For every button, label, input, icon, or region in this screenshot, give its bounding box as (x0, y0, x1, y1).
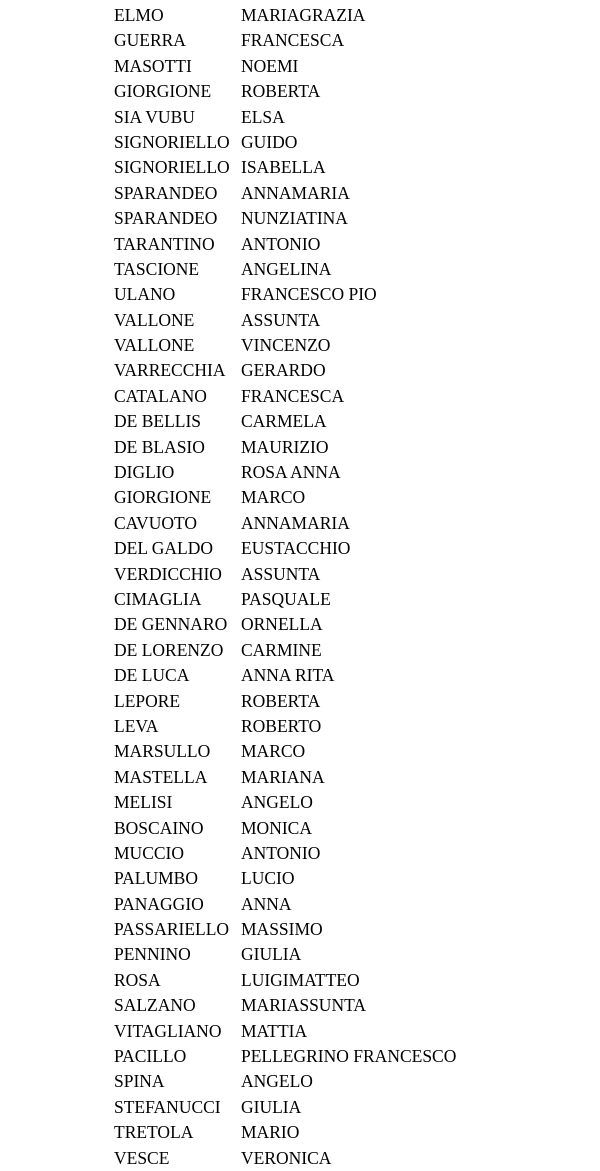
list-row (114, 435, 584, 460)
firstname-cell: ANGELINA (241, 258, 332, 279)
firstname-cell: VERONICA (241, 1147, 332, 1168)
list-row (114, 790, 584, 815)
list-row (114, 562, 584, 587)
list-row (114, 689, 584, 714)
surname-cell: SIA VUBU (114, 105, 240, 130)
firstname-cell: MARCO (241, 741, 306, 762)
firstname-cell: MARIAGRAZIA (241, 5, 366, 25)
firstname-cell: MARCO (241, 487, 306, 508)
firstname-cell: ELSA (241, 106, 285, 127)
surname-cell: ELMO (114, 3, 240, 28)
firstname-cell: ANNAMARIA (241, 182, 350, 203)
surname-cell: TRETOLA (114, 1120, 240, 1145)
firstname-cell: MATTIA (241, 1020, 308, 1041)
list-row (114, 79, 584, 104)
surname-cell: DE GENNARO (114, 612, 240, 637)
list-row (114, 3, 584, 28)
surname-cell: ULANO (114, 282, 240, 307)
list-row (114, 1095, 584, 1120)
list-row (114, 130, 584, 155)
surname-cell: GIORGIONE (114, 485, 240, 510)
firstname-cell: CARMELA (241, 411, 327, 432)
surname-cell: VALLONE (114, 333, 240, 358)
surname-cell: STEFANUCCI (114, 1095, 240, 1120)
surname-cell: PACILLO (114, 1044, 240, 1069)
list-row (114, 460, 584, 485)
list-row (114, 1044, 584, 1069)
firstname-cell: ANTONIO (241, 233, 321, 254)
firstname-cell: ANGELO (241, 1071, 313, 1092)
firstname-cell: NUNZIATINA (241, 208, 348, 229)
surname-cell: CIMAGLIA (114, 587, 240, 612)
firstname-cell: ISABELLA (241, 157, 326, 178)
list-row (114, 358, 584, 383)
surname-cell: ROSA (114, 968, 240, 993)
list-row (114, 1019, 584, 1044)
list-row (114, 333, 584, 358)
list-row (114, 384, 584, 409)
firstname-cell: FRANCESCA (241, 385, 345, 406)
list-row (114, 739, 584, 764)
list-row (114, 257, 584, 282)
firstname-cell: MARIASSUNTA (241, 995, 367, 1016)
list-row (114, 409, 584, 434)
firstname-cell: VINCENZO (241, 335, 331, 356)
list-row (114, 181, 584, 206)
list-row (114, 993, 584, 1018)
firstname-cell: LUIGIMATTEO (241, 969, 360, 990)
surname-cell: PANAGGIO (114, 892, 240, 917)
firstname-cell: PELLEGRINO FRANCESCO (241, 1046, 457, 1067)
firstname-cell: ORNELLA (241, 614, 323, 635)
surname-cell: DE LUCA (114, 663, 240, 688)
firstname-cell: GERARDO (241, 360, 326, 381)
name-list (114, 3, 584, 1171)
list-row (114, 942, 584, 967)
list-row (114, 511, 584, 536)
surname-cell: MASTELLA (114, 765, 240, 790)
list-row (114, 587, 584, 612)
firstname-cell: ANNAMARIA (241, 512, 350, 533)
surname-cell: CATALANO (114, 384, 240, 409)
firstname-cell: ANNA RITA (241, 665, 335, 686)
list-row (114, 308, 584, 333)
list-row (114, 638, 584, 663)
list-row (114, 816, 584, 841)
surname-cell: VERDICCHIO (114, 562, 240, 587)
firstname-cell: MONICA (241, 817, 312, 838)
surname-cell: SIGNORIELLO (114, 130, 240, 155)
list-row (114, 282, 584, 307)
firstname-cell: FRANCESCA (241, 30, 345, 51)
firstname-cell: GIULIA (241, 944, 302, 965)
list-row (114, 28, 584, 53)
surname-cell: SALZANO (114, 993, 240, 1018)
surname-cell: SPARANDEO (114, 206, 240, 231)
firstname-cell: ANTONIO (241, 842, 321, 863)
surname-cell: CAVUOTO (114, 511, 240, 536)
surname-cell: DIGLIO (114, 460, 240, 485)
firstname-cell: ANNA (241, 893, 292, 914)
firstname-cell: NOEMI (241, 55, 299, 76)
list-row (114, 892, 584, 917)
surname-cell: GUERRA (114, 28, 240, 53)
surname-cell: DE BELLIS (114, 409, 240, 434)
surname-cell: LEVA (114, 714, 240, 739)
list-row (114, 485, 584, 510)
surname-cell: MUCCIO (114, 841, 240, 866)
surname-cell: PALUMBO (114, 866, 240, 891)
firstname-cell: GIULIA (241, 1096, 302, 1117)
list-row (114, 866, 584, 891)
list-row (114, 232, 584, 257)
surname-cell: DE BLASIO (114, 435, 240, 460)
list-row (114, 536, 584, 561)
list-row (114, 155, 584, 180)
surname-cell: BOSCAINO (114, 816, 240, 841)
firstname-cell: CARMINE (241, 639, 322, 660)
firstname-cell: MASSIMO (241, 919, 323, 940)
firstname-cell: ASSUNTA (241, 309, 321, 330)
surname-cell: TASCIONE (114, 257, 240, 282)
surname-cell: MELISI (114, 790, 240, 815)
firstname-cell: GUIDO (241, 131, 298, 152)
surname-cell: SIGNORIELLO (114, 155, 240, 180)
firstname-cell: EUSTACCHIO (241, 538, 351, 559)
firstname-cell: ANGELO (241, 792, 313, 813)
list-row (114, 714, 584, 739)
firstname-cell: MARIO (241, 1122, 300, 1143)
surname-cell: MARSULLO (114, 739, 240, 764)
surname-cell: VESCE (114, 1146, 240, 1171)
firstname-cell: FRANCESCO PIO (241, 284, 377, 305)
list-row (114, 968, 584, 993)
firstname-cell: ASSUNTA (241, 563, 321, 584)
firstname-cell: LUCIO (241, 868, 295, 889)
firstname-cell: MAURIZIO (241, 436, 329, 457)
firstname-cell: MARIANA (241, 766, 325, 787)
list-row (114, 612, 584, 637)
list-row (114, 663, 584, 688)
surname-cell: SPARANDEO (114, 181, 240, 206)
list-row (114, 105, 584, 130)
surname-cell: PASSARIELLO (114, 917, 240, 942)
firstname-cell: PASQUALE (241, 588, 331, 609)
list-row (114, 1120, 584, 1145)
firstname-cell: ROBERTA (241, 690, 321, 711)
surname-cell: VARRECCHIA (114, 358, 240, 383)
list-row (114, 765, 584, 790)
surname-cell: DEL GALDO (114, 536, 240, 561)
firstname-cell: ROBERTO (241, 715, 322, 736)
surname-cell: GIORGIONE (114, 79, 240, 104)
list-row (114, 206, 584, 231)
surname-cell: VITAGLIANO (114, 1019, 240, 1044)
surname-cell: SPINA (114, 1069, 240, 1094)
firstname-cell: ROBERTA (241, 81, 321, 102)
firstname-cell: ROSA ANNA (241, 462, 341, 483)
surname-cell: LEPORE (114, 689, 240, 714)
list-row (114, 1146, 584, 1171)
surname-cell: PENNINO (114, 942, 240, 967)
surname-cell: TARANTINO (114, 232, 240, 257)
surname-cell: MASOTTI (114, 54, 240, 79)
list-row (114, 1069, 584, 1094)
list-row (114, 917, 584, 942)
surname-cell: DE LORENZO (114, 638, 240, 663)
list-row (114, 841, 584, 866)
list-row (114, 54, 584, 79)
surname-cell: VALLONE (114, 308, 240, 333)
